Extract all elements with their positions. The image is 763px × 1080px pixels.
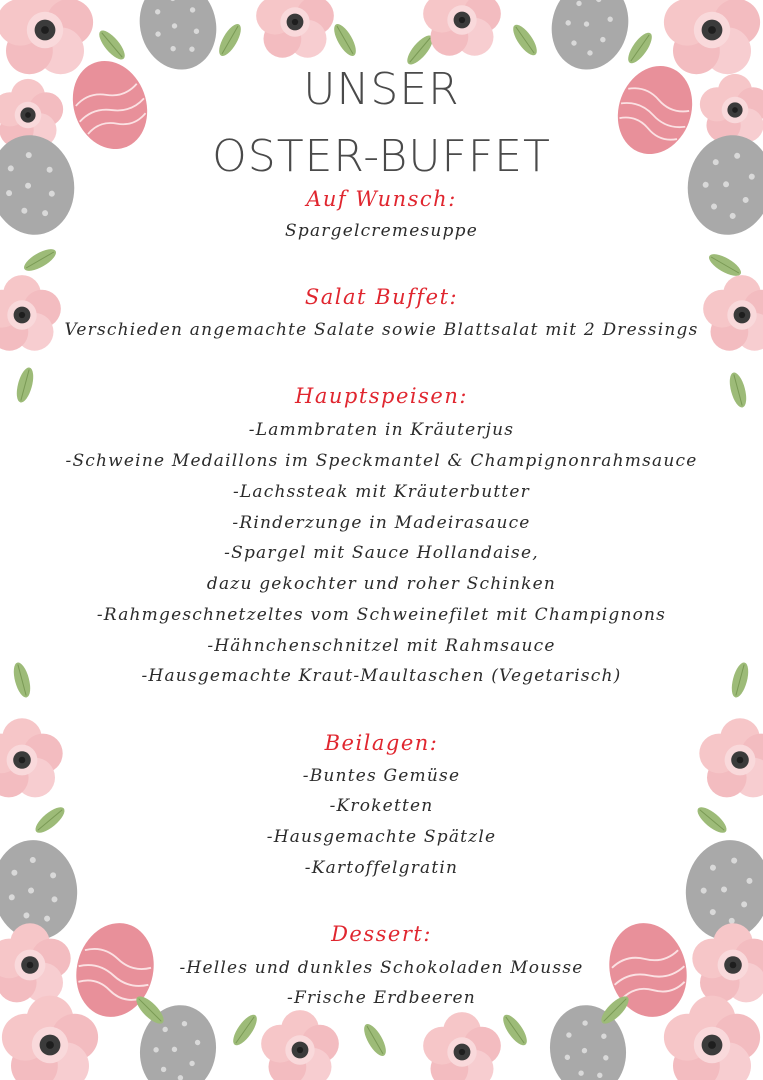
- menu-title-line-2: OSTER-BUFFET: [212, 131, 551, 182]
- menu-item: -Buntes Gemüse: [302, 766, 461, 786]
- menu-item: -Rinderzunge in Madeirasauce: [232, 513, 531, 533]
- section-heading-hauptspeisen: Hauptspeisen:: [295, 384, 468, 408]
- menu-item: -Spargel mit Sauce Hollandaise,: [224, 543, 539, 563]
- section-heading-beilagen: Beilagen:: [324, 731, 439, 755]
- menu-title-line-1: UNSER: [303, 64, 460, 115]
- menu-item: -Kartoffelgratin: [304, 858, 459, 878]
- section-heading-dessert: Dessert:: [331, 922, 432, 946]
- menu-item: -Kroketten: [329, 796, 434, 816]
- menu-item: -Rahmgeschnetzeltes vom Schweinefilet mit Champignons: [96, 605, 667, 625]
- section-heading-salat-buffet: Salat Buffet:: [304, 285, 459, 309]
- menu-item: -Lachssteak mit Kräuterbutter: [232, 482, 531, 502]
- menu-item: -Schweine Medaillons im Speckmantel & Champignonrahmsauce: [65, 451, 698, 471]
- section-heading-auf-wunsch: Auf Wunsch:: [306, 187, 457, 211]
- menu-item: -Hähnchenschnitzel mit Rahmsauce: [207, 636, 556, 656]
- menu-item: Spargelcremesuppe: [285, 221, 478, 241]
- menu-item: dazu gekochter und roher Schinken: [206, 574, 557, 594]
- menu-item: -Lammbraten in Kräuterjus: [248, 420, 515, 440]
- menu-item: Verschieden angemachte Salate sowie Blattsalat mit 2 Dressings: [64, 320, 699, 340]
- menu-item: -Helles und dunkles Schokoladen Mousse: [179, 958, 584, 978]
- menu-item: -Frische Erdbeeren: [287, 988, 476, 1008]
- menu-item: -Hausgemachte Kraut-Maultaschen (Vegetarisch): [141, 666, 622, 686]
- menu-item: -Hausgemachte Spätzle: [266, 827, 497, 847]
